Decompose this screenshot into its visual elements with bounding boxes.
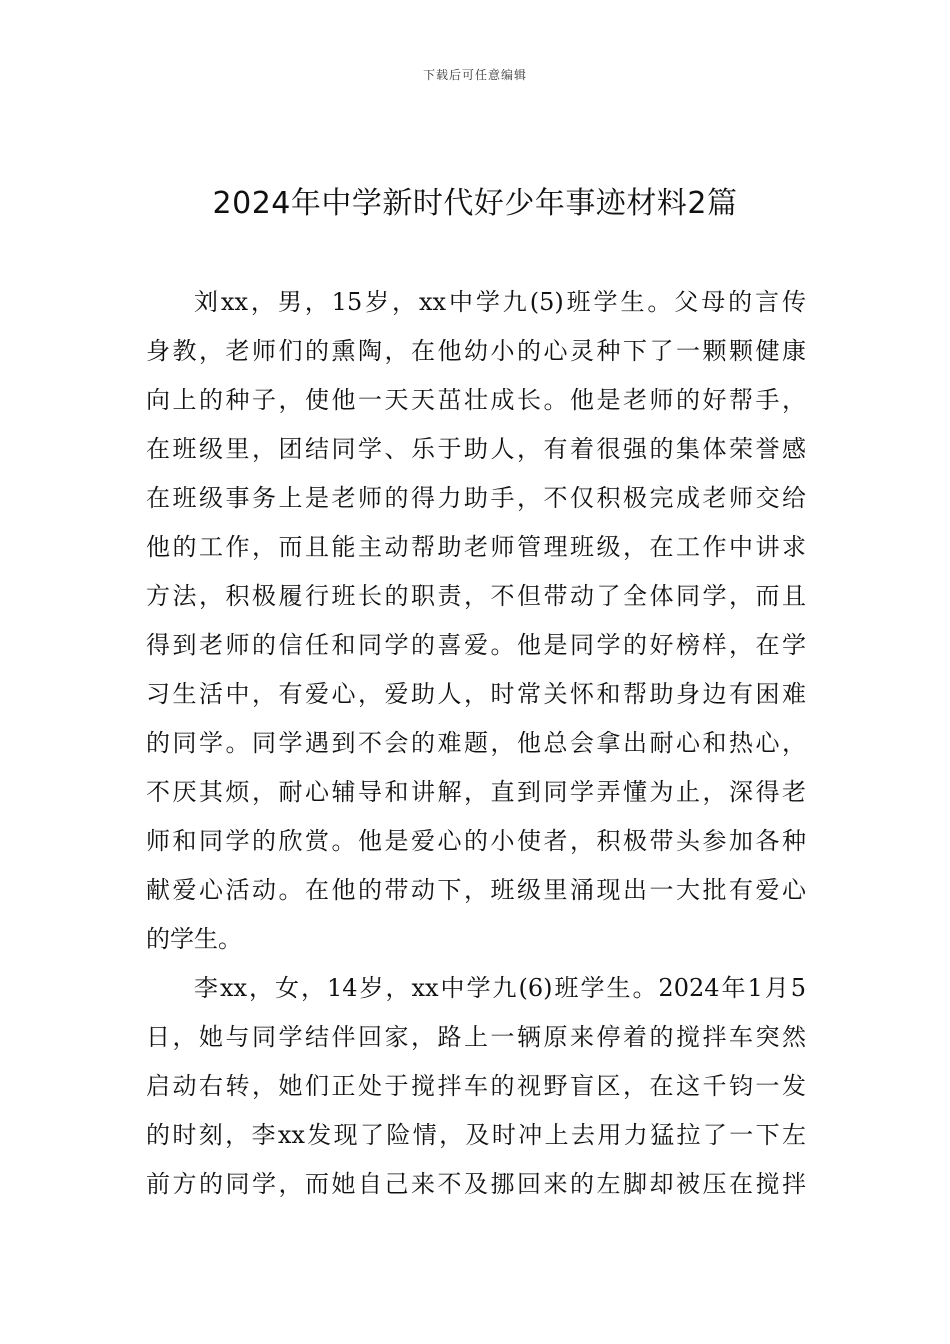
paragraph-2: [146, 964, 806, 1209]
text-line: 启动右转，她们正处于搅拌车的视野盲区，在这千钧一发: [146, 1072, 806, 1100]
text-line: 的学生。: [146, 925, 242, 953]
text-line: 在班级事务上是老师的得力助手，不仅积极完成老师交给: [146, 484, 806, 512]
text-line: 的时刻，李xx发现了险情，及时冲上去用力猛拉了一下左: [146, 1121, 806, 1149]
header-note: 下载后可任意编辑: [422, 68, 527, 82]
text-line: 献爱心活动。在他的带动下，班级里涌现出一大批有爱心: [146, 876, 806, 904]
text-line: 刘xx，男，15岁，xx中学九(5)班学生。父母的言传: [194, 288, 806, 316]
paragraph-1: [146, 278, 806, 964]
text-line: 李xx，女，14岁，xx中学九(6)班学生。2024年1月5: [194, 974, 806, 1002]
text-line: 他的工作，而且能主动帮助老师管理班级，在工作中讲求: [146, 533, 806, 561]
text-line: 在班级里，团结同学、乐于助人，有着很强的集体荣誉感: [146, 435, 806, 463]
text-line: 日，她与同学结伴回家，路上一辆原来停着的搅拌车突然: [146, 1023, 806, 1051]
text-line: 向上的种子，使他一天天茁壮成长。他是老师的好帮手，: [146, 386, 806, 414]
text-line: 习生活中，有爱心，爱助人，时常关怀和帮助身边有困难: [146, 680, 806, 708]
text-line: 师和同学的欣赏。他是爱心的小使者，积极带头参加各种: [146, 827, 806, 855]
document-body: [146, 278, 806, 1209]
text-line: 不厌其烦，耐心辅导和讲解，直到同学弄懂为止，深得老: [146, 778, 806, 806]
text-line: 得到老师的信任和同学的喜爱。他是同学的好榜样，在学: [146, 631, 806, 659]
text-line: 前方的同学，而她自己来不及挪回来的左脚却被压在搅拌: [146, 1170, 806, 1198]
page-title: 2024年中学新时代好少年事迹材料2篇: [212, 186, 738, 221]
text-line: 方法，积极履行班长的职责，不但带动了全体同学，而且: [146, 582, 806, 610]
text-line: 身教，老师们的熏陶，在他幼小的心灵种下了一颗颗健康: [146, 337, 806, 365]
text-line: 的同学。同学遇到不会的难题，他总会拿出耐心和热心，: [146, 729, 806, 757]
